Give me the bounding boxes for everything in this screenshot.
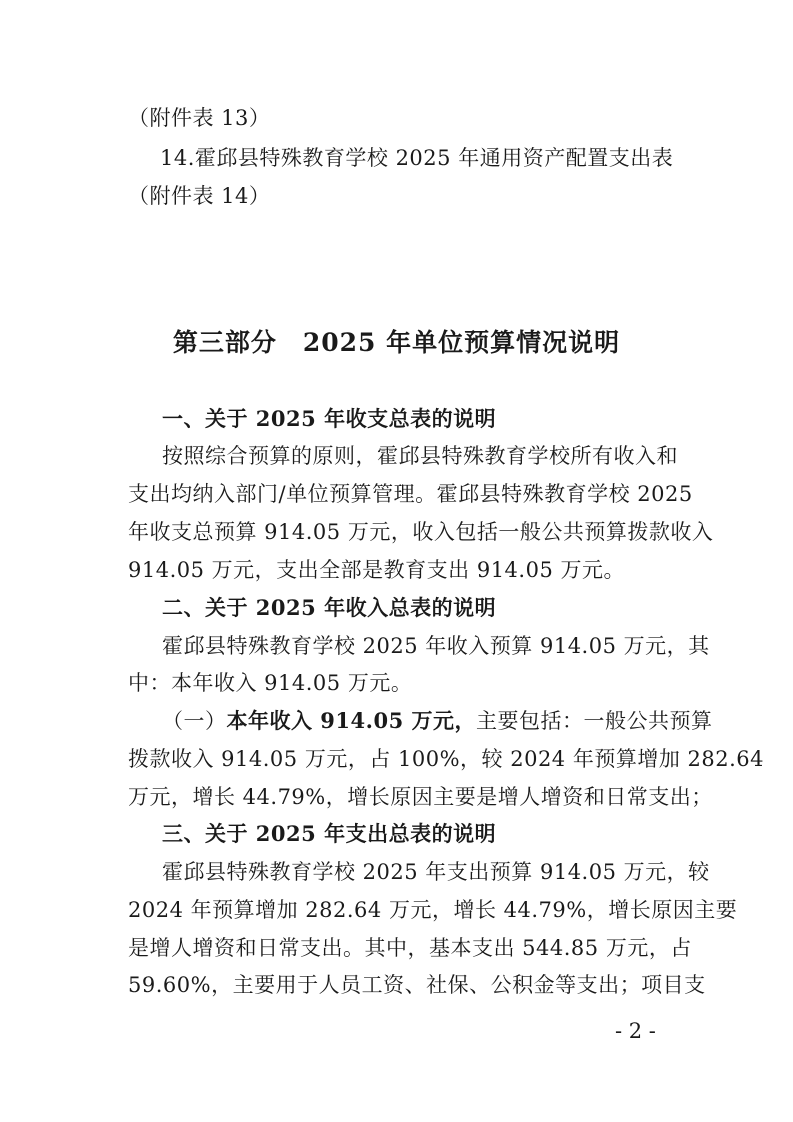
heading-income-summary: 二、关于 2025 年收入总表的说明 <box>162 595 497 620</box>
paragraph-line: 914.05 万元，支出全部是教育支出 914.05 万元。 <box>128 558 625 582</box>
section-title-part: 第三部分 <box>172 328 277 357</box>
paragraph-line: 拨款收入 914.05 万元，占 100%，较 2024 年预算增加 282.64 <box>128 747 764 771</box>
toc-line-attachment-13: （附件表 13） <box>128 106 271 130</box>
subitem-current-year-income <box>162 707 713 735</box>
paragraph-line: 中：本年收入 914.05 万元。 <box>128 671 413 695</box>
subitem-bold-text: 本年收入 914.05 万元， <box>226 708 476 733</box>
heading-income-expense-summary: 一、关于 2025 年收支总表的说明 <box>162 406 497 431</box>
paragraph-line: 霍邱县特殊教育学校 2025 年支出预算 914.05 万元，较 <box>162 860 710 884</box>
subitem-prefix: （一） <box>162 709 227 733</box>
paragraph-line: 是增人增资和日常支出。其中，基本支出 544.85 万元，占 <box>128 936 692 960</box>
paragraph-line: 按照综合预算的原则，霍邱县特殊教育学校所有收入和 <box>162 444 678 468</box>
paragraph-line: 59.60%，主要用于人员工资、社保、公积金等支出；项目支 <box>128 973 706 997</box>
paragraph-line: 万元，增长 44.79%，增长原因主要是增人增资和日常支出； <box>128 785 713 809</box>
paragraph-line: 支出均纳入部门/单位预算管理。霍邱县特殊教育学校 2025 <box>128 482 693 506</box>
heading-expense-summary: 三、关于 2025 年支出总表的说明 <box>162 821 497 846</box>
paragraph-line: 2024 年预算增加 282.64 万元，增长 44.79%，增长原因主要 <box>128 898 738 922</box>
paragraph-line: 年收支总预算 914.05 万元，收入包括一般公共预算拨款收入 <box>128 520 714 544</box>
subitem-rest-text: 主要包括：一般公共预算 <box>476 709 713 733</box>
section-title <box>0 327 793 359</box>
toc-line-item-14: 14.霍邱县特殊教育学校 2025 年通用资产配置支出表 <box>160 146 674 170</box>
section-title-rest: 2025 年单位预算情况说明 <box>302 328 621 357</box>
page-number: - 2 - <box>615 1019 656 1043</box>
toc-line-attachment-14: （附件表 14） <box>128 184 271 208</box>
paragraph-line: 霍邱县特殊教育学校 2025 年收入预算 914.05 万元，其 <box>162 634 710 658</box>
